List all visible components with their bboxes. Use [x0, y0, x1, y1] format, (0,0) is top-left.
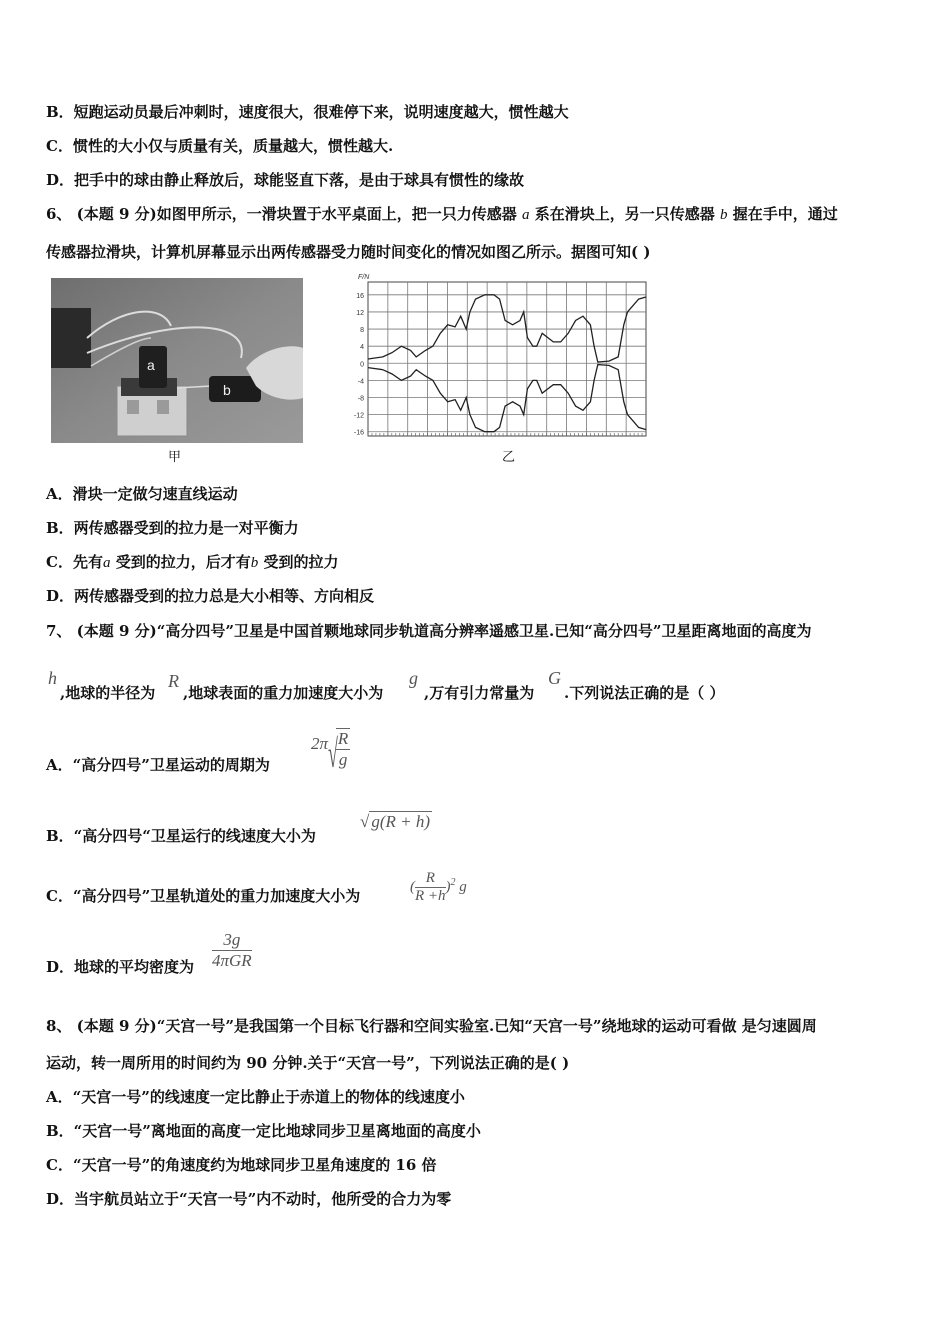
- q7-option-d: D．地球的平均密度为: [46, 958, 195, 976]
- q7-option-d-expr: $\frac{3g}{\text{4πGR}}$: [212, 930, 252, 970]
- q5-option-b: B．短跑运动员最后冲刺时，速度很大，很难停下来，说明速度越大，惯性越大: [46, 103, 569, 121]
- q8-option-c: C．“天宫一号”的角速度约为地球同步卫星角速度的 16 倍: [46, 1156, 437, 1174]
- photo-label-a: a: [147, 357, 155, 373]
- q5-option-c: C．惯性的大小仅与质量有关，质量越大，惯性越大.: [46, 137, 394, 155]
- q8-stem-line2: 运动，转一周所用的时间约为 90 分钟.关于“天宫一号”，下列说法正确的是( ): [46, 1054, 570, 1072]
- q6-stem-line2: 传感器拉滑块，计算机屏幕显示出两传感器受力随时间变化的情况如图乙所示。据图可知( ): [46, 243, 651, 261]
- photo-label-b: b: [223, 382, 231, 398]
- q6-option-b: B．两传感器受到的拉力是一对平衡力: [46, 519, 299, 537]
- q7-option-a-expr: 2π√ $\frac{R}{g}$: [311, 729, 349, 776]
- y-tick-label: 8: [360, 327, 364, 335]
- q7-option-a: A．“高分四号”卫星运动的周期为: [46, 756, 270, 774]
- y-tick-label: 4: [360, 344, 364, 352]
- y-tick-label: -4: [357, 378, 364, 386]
- var-h: h: [48, 668, 57, 688]
- y-tick-label: -8: [357, 395, 364, 403]
- q8-option-b: B．“天宫一号”离地面的高度一定比地球同步卫星离地面的高度小: [46, 1122, 481, 1140]
- q6-photo-jia: [51, 278, 303, 443]
- y-tick-label: -12: [353, 412, 364, 420]
- y-tick-label: 16: [356, 292, 364, 300]
- caption-yi: 乙: [502, 450, 516, 465]
- q7-option-c: C．“高分四号”卫星轨道处的重力加速度大小为: [46, 887, 361, 905]
- var-g: g: [409, 668, 418, 688]
- q8-option-a: A．“天宫一号”的线速度一定比静止于赤道上的物体的线速度小: [46, 1088, 465, 1106]
- q7-option-c-expr: ( $\frac{R}{R +h}$ )$^2$ g: [410, 870, 467, 904]
- y-tick-label: 0: [360, 361, 364, 369]
- q6-option-c: C．先有a 受到的拉力，后才有b 受到的拉力: [46, 553, 339, 571]
- var-R: R: [168, 671, 179, 691]
- q6-stem-line1: 6、 (本题 9 分)如图甲所示，一滑块置于水平桌面上，把一只力传感器 a 系在滑块上，另一只传感器 b 握在手中，通过: [46, 205, 838, 223]
- q6-chart-yi: [340, 270, 652, 442]
- y-tick-label: 12: [356, 309, 364, 317]
- q7-option-b: B．“高分四号“卫星运行的线速度大小为: [46, 827, 316, 845]
- force-time-chart: [340, 270, 652, 442]
- y-axis-label: F/N: [358, 274, 370, 281]
- caption-jia: 甲: [168, 450, 182, 465]
- q6-option-d: D．两传感器受到的拉力总是大小相等、方向相反: [46, 587, 375, 605]
- q7-stem-part-a: ,地球的半径为: [60, 684, 156, 702]
- var-G: G: [548, 668, 561, 688]
- y-tick-label: -16: [353, 429, 364, 437]
- q7-option-b-expr: √ g(R + h): [360, 812, 431, 831]
- q8-stem-line1: 8、 (本题 9 分)“天宫一号”是我国第一个目标飞行器和空间实验室.已知“天宫一号”绕地球的运动可看做 是匀速圆周: [46, 1017, 817, 1035]
- q7-stem-part-c: ,万有引力常量为: [424, 684, 535, 702]
- q7-stem-line1: 7、 (本题 9 分)“高分四号”卫星是中国首颗地球同步轨道高分辨率遥感卫星.已知“高分四号”卫星距离地面的高度为: [46, 622, 812, 640]
- q8-option-d: D．当宇航员站立于“天宫一号”内不动时，他所受的合力为零: [46, 1190, 452, 1208]
- q7-stem-part-b: ,地球表面的重力加速度大小为: [183, 684, 384, 702]
- q7-stem-part-d: .下列说法正确的是（ ）: [564, 684, 725, 702]
- q6-option-a: A．滑块一定做匀速直线运动: [46, 485, 238, 503]
- q5-option-d: D．把手中的球由静止释放后，球能竖直下落，是由于球具有惯性的缘故: [46, 171, 525, 189]
